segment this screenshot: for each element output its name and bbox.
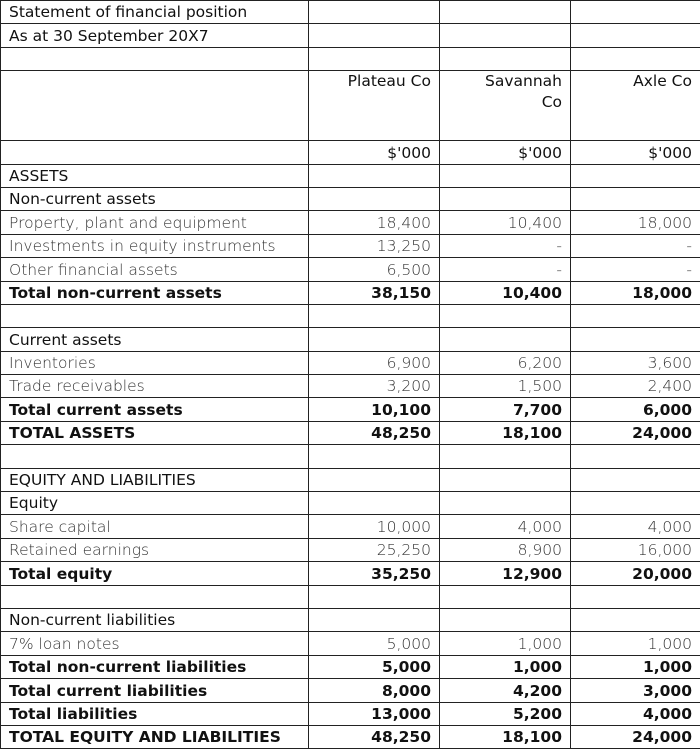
row-value: 10,100	[309, 398, 440, 421]
spacer-row	[1, 445, 700, 468]
table-row	[1, 375, 700, 398]
company-header: Plateau Co	[309, 71, 440, 141]
table-row	[1, 679, 700, 702]
row-value: 4,000	[571, 515, 700, 538]
row-label: Investments in equity instruments	[1, 234, 309, 257]
row-value: 8,000	[309, 679, 440, 702]
row-label: Inventories	[1, 351, 309, 374]
table-row	[1, 281, 700, 304]
row-label: Total current assets	[1, 398, 309, 421]
row-value: 7,700	[440, 398, 571, 421]
statement-date: As at 30 September 20X7	[1, 24, 309, 47]
row-value	[440, 468, 571, 491]
unit-label: $'000	[309, 141, 440, 164]
table-row	[1, 398, 700, 421]
row-value: 4,200	[440, 679, 571, 702]
row-value: 18,400	[309, 211, 440, 234]
row-value	[309, 187, 440, 210]
company-header: Savannah Co	[440, 71, 571, 141]
row-value: 1,000	[440, 632, 571, 655]
table-row	[1, 608, 700, 631]
row-value: 10,400	[440, 281, 571, 304]
table-row	[1, 515, 700, 538]
row-value: 3,000	[571, 679, 700, 702]
row-value: 1,000	[571, 632, 700, 655]
spacer-row	[1, 585, 700, 608]
row-value	[309, 164, 440, 187]
row-value: 13,000	[309, 702, 440, 725]
row-value	[571, 164, 700, 187]
row-value: 6,000	[571, 398, 700, 421]
row-value: 18,000	[571, 211, 700, 234]
row-value: -	[571, 234, 700, 257]
row-value: 4,000	[571, 702, 700, 725]
row-value	[571, 445, 700, 468]
row-value	[309, 304, 440, 327]
row-value: -	[440, 234, 571, 257]
table-row	[1, 234, 700, 257]
row-value: 3,600	[571, 351, 700, 374]
table-row	[1, 725, 700, 748]
row-value: -	[571, 258, 700, 281]
row-label: Non-current liabilities	[1, 608, 309, 631]
row-value	[571, 492, 700, 515]
row-value	[309, 492, 440, 515]
row-label: Share capital	[1, 515, 309, 538]
company-header: Axle Co	[571, 71, 700, 141]
row-value	[571, 468, 700, 491]
table-row	[1, 468, 700, 491]
row-value: 20,000	[571, 562, 700, 585]
row-label: Total equity	[1, 562, 309, 585]
table-row	[1, 351, 700, 374]
row-value: 2,400	[571, 375, 700, 398]
row-value	[440, 328, 571, 351]
row-value: 8,900	[440, 538, 571, 561]
row-value	[309, 585, 440, 608]
row-value	[309, 468, 440, 491]
row-value: 25,250	[309, 538, 440, 561]
row-value: 10,400	[440, 211, 571, 234]
row-value: 3,200	[309, 375, 440, 398]
row-label	[1, 304, 309, 327]
row-value: 1,000	[440, 655, 571, 678]
row-value	[571, 304, 700, 327]
row-label: Current assets	[1, 328, 309, 351]
row-value	[440, 164, 571, 187]
row-label	[1, 585, 309, 608]
row-value: 48,250	[309, 421, 440, 444]
row-value	[309, 328, 440, 351]
row-value: 6,500	[309, 258, 440, 281]
row-value	[440, 187, 571, 210]
row-value: 35,250	[309, 562, 440, 585]
row-value: 6,200	[440, 351, 571, 374]
table-row	[1, 655, 700, 678]
row-value: 18,000	[571, 281, 700, 304]
row-value	[571, 187, 700, 210]
row-value: 1,500	[440, 375, 571, 398]
row-value: 13,250	[309, 234, 440, 257]
row-value: 5,000	[309, 655, 440, 678]
table-row	[1, 328, 700, 351]
row-value: 10,000	[309, 515, 440, 538]
row-label: Non-current assets	[1, 187, 309, 210]
row-label: Equity	[1, 492, 309, 515]
table-row	[1, 632, 700, 655]
row-label	[1, 445, 309, 468]
unit-label: $'000	[571, 141, 700, 164]
title-row	[1, 1, 700, 24]
unit-row	[1, 141, 700, 164]
row-label: Retained earnings	[1, 538, 309, 561]
row-value: -	[440, 258, 571, 281]
company-header-row	[1, 71, 700, 141]
row-value	[571, 608, 700, 631]
row-label: TOTAL EQUITY AND LIABILITIES	[1, 725, 309, 748]
row-value	[440, 304, 571, 327]
row-value: 5,000	[309, 632, 440, 655]
row-value	[440, 492, 571, 515]
row-value	[440, 608, 571, 631]
row-label: ASSETS	[1, 164, 309, 187]
subtitle-row	[1, 24, 700, 47]
row-label: 7% loan notes	[1, 632, 309, 655]
row-label: Total liabilities	[1, 702, 309, 725]
table-row	[1, 538, 700, 561]
row-value	[440, 445, 571, 468]
row-label: Other financial assets	[1, 258, 309, 281]
row-value: 12,900	[440, 562, 571, 585]
row-value: 18,100	[440, 421, 571, 444]
row-value: 48,250	[309, 725, 440, 748]
row-label: Total non-current liabilities	[1, 655, 309, 678]
table-row	[1, 492, 700, 515]
row-label: Trade receivables	[1, 375, 309, 398]
row-value: 16,000	[571, 538, 700, 561]
row-label: Total non-current assets	[1, 281, 309, 304]
row-value: 18,100	[440, 725, 571, 748]
row-value: 1,000	[571, 655, 700, 678]
table-row	[1, 211, 700, 234]
row-label: Total current liabilities	[1, 679, 309, 702]
row-label: Property, plant and equipment	[1, 211, 309, 234]
table-row	[1, 562, 700, 585]
row-value	[440, 585, 571, 608]
row-value: 24,000	[571, 725, 700, 748]
spacer-row	[1, 47, 700, 70]
row-value: 4,000	[440, 515, 571, 538]
row-value	[571, 328, 700, 351]
table-row	[1, 258, 700, 281]
statement-title: Statement of financial position	[1, 1, 309, 24]
table-row	[1, 702, 700, 725]
row-value: 5,200	[440, 702, 571, 725]
row-value: 24,000	[571, 421, 700, 444]
row-value	[309, 445, 440, 468]
table-row	[1, 187, 700, 210]
table-row	[1, 164, 700, 187]
row-value: 6,900	[309, 351, 440, 374]
row-value: 38,150	[309, 281, 440, 304]
table-row	[1, 421, 700, 444]
row-label: EQUITY AND LIABILITIES	[1, 468, 309, 491]
row-label: TOTAL ASSETS	[1, 421, 309, 444]
row-value	[309, 608, 440, 631]
spacer-row	[1, 304, 700, 327]
unit-label: $'000	[440, 141, 571, 164]
row-value	[571, 585, 700, 608]
